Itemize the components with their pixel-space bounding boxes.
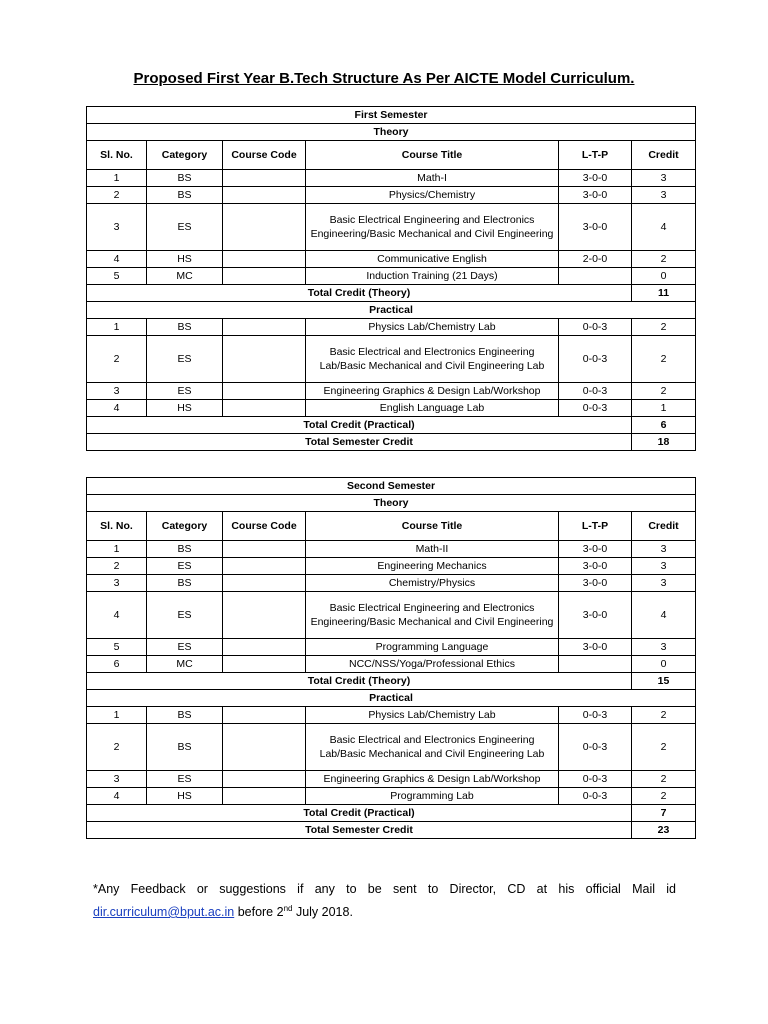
category-cell: BS [147, 187, 223, 204]
credit-cell: 4 [632, 204, 696, 251]
page-title: Proposed First Year B.Tech Structure As Per AICTE Model Curriculum. [133, 70, 635, 87]
serial-number-cell: 1 [87, 319, 147, 336]
credit-cell: 3 [632, 575, 696, 592]
category-cell: BS [147, 575, 223, 592]
category-cell: BS [147, 170, 223, 187]
course-title-cell: Physics Lab/Chemistry Lab [306, 319, 559, 336]
serial-number-cell: 3 [87, 771, 147, 788]
practical-course-row [87, 707, 696, 724]
category-cell: HS [147, 400, 223, 417]
course-code-cell [223, 575, 306, 592]
category-cell: ES [147, 383, 223, 400]
semester-total-label: Total Semester Credit [87, 822, 632, 839]
column-header: Category [147, 512, 223, 541]
serial-number-cell: 2 [87, 336, 147, 383]
semester-name: First Semester [87, 107, 696, 124]
theory-course-row [87, 541, 696, 558]
serial-number-cell: 4 [87, 251, 147, 268]
serial-number-cell: 4 [87, 788, 147, 805]
theory-total-label: Total Credit (Theory) [87, 285, 632, 302]
category-cell: ES [147, 639, 223, 656]
theory-course-row [87, 187, 696, 204]
serial-number-cell: 6 [87, 656, 147, 673]
semester-name: Second Semester [87, 478, 696, 495]
semester-total-value: 23 [632, 822, 696, 839]
column-header-row [87, 141, 696, 170]
ltp-cell: 3-0-0 [559, 558, 632, 575]
column-header: Category [147, 141, 223, 170]
credit-cell: 2 [632, 319, 696, 336]
course-code-cell [223, 204, 306, 251]
practical-total-value: 6 [632, 417, 696, 434]
theory-course-row [87, 268, 696, 285]
ltp-cell: 0-0-3 [559, 383, 632, 400]
theory-course-row [87, 639, 696, 656]
theory-total-value: 15 [632, 673, 696, 690]
ltp-cell: 3-0-0 [559, 187, 632, 204]
column-header: Course Title [306, 512, 559, 541]
column-header: Course Code [223, 512, 306, 541]
semester-total-row [87, 434, 696, 451]
course-code-cell [223, 268, 306, 285]
second-semester-table [86, 477, 696, 839]
serial-number-cell: 3 [87, 383, 147, 400]
category-cell: BS [147, 541, 223, 558]
practical-heading-row [87, 302, 696, 319]
practical-course-row [87, 724, 696, 771]
course-title-cell: Engineering Graphics & Design Lab/Workshop [306, 383, 559, 400]
course-title-cell: Basic Electrical and Electronics Engineering Lab/Basic Mechanical and Civil Engineering Lab [306, 336, 559, 383]
credit-cell: 3 [632, 187, 696, 204]
column-header-row [87, 512, 696, 541]
serial-number-cell: 4 [87, 400, 147, 417]
ltp-cell: 3-0-0 [559, 575, 632, 592]
ltp-cell: 0-0-3 [559, 400, 632, 417]
course-title-cell: Engineering Graphics & Design Lab/Workshop [306, 771, 559, 788]
serial-number-cell: 2 [87, 558, 147, 575]
serial-number-cell: 1 [87, 707, 147, 724]
category-cell: MC [147, 268, 223, 285]
theory-total-row [87, 285, 696, 302]
serial-number-cell: 1 [87, 170, 147, 187]
theory-course-row [87, 558, 696, 575]
category-cell: ES [147, 204, 223, 251]
practical-course-row [87, 336, 696, 383]
category-cell: BS [147, 319, 223, 336]
theory-heading-row [87, 124, 696, 141]
category-cell: ES [147, 558, 223, 575]
theory-course-row [87, 592, 696, 639]
practical-heading: Practical [87, 302, 696, 319]
serial-number-cell: 1 [87, 541, 147, 558]
practical-total-value: 7 [632, 805, 696, 822]
credit-cell: 0 [632, 268, 696, 285]
course-code-cell [223, 400, 306, 417]
course-title-cell: NCC/NSS/Yoga/Professional Ethics [306, 656, 559, 673]
semester-total-value: 18 [632, 434, 696, 451]
category-cell: HS [147, 251, 223, 268]
theory-course-row [87, 575, 696, 592]
semester-name-row [87, 107, 696, 124]
credit-cell: 2 [632, 336, 696, 383]
course-title-cell: Basic Electrical and Electronics Engineering Lab/Basic Mechanical and Civil Engineering Lab [306, 724, 559, 771]
course-code-cell [223, 771, 306, 788]
ltp-cell: 0-0-3 [559, 771, 632, 788]
credit-cell: 3 [632, 541, 696, 558]
ltp-cell [559, 268, 632, 285]
course-code-cell [223, 639, 306, 656]
serial-number-cell: 2 [87, 724, 147, 771]
serial-number-cell: 2 [87, 187, 147, 204]
ltp-cell: 3-0-0 [559, 592, 632, 639]
column-header: Credit [632, 512, 696, 541]
course-title-cell: Basic Electrical Engineering and Electronics Engineering/Basic Mechanical and Civil Engineering [306, 592, 559, 639]
category-cell: ES [147, 771, 223, 788]
course-title-cell: Physics Lab/Chemistry Lab [306, 707, 559, 724]
ltp-cell: 0-0-3 [559, 707, 632, 724]
theory-total-label: Total Credit (Theory) [87, 673, 632, 690]
course-code-cell [223, 383, 306, 400]
category-cell: BS [147, 724, 223, 771]
column-header: L-T-P [559, 141, 632, 170]
serial-number-cell: 3 [87, 575, 147, 592]
serial-number-cell: 4 [87, 592, 147, 639]
theory-course-row [87, 170, 696, 187]
practical-total-row [87, 805, 696, 822]
credit-cell: 2 [632, 251, 696, 268]
practical-heading: Practical [87, 690, 696, 707]
ltp-cell: 3-0-0 [559, 639, 632, 656]
course-code-cell [223, 724, 306, 771]
theory-course-row [87, 251, 696, 268]
column-header: Course Code [223, 141, 306, 170]
course-code-cell [223, 170, 306, 187]
credit-cell: 2 [632, 788, 696, 805]
serial-number-cell: 5 [87, 268, 147, 285]
category-cell: HS [147, 788, 223, 805]
course-title-cell: Induction Training (21 Days) [306, 268, 559, 285]
course-code-cell [223, 251, 306, 268]
course-title-cell: Basic Electrical Engineering and Electronics Engineering/Basic Mechanical and Civil Engineering [306, 204, 559, 251]
practical-total-label: Total Credit (Practical) [87, 805, 632, 822]
ltp-cell: 3-0-0 [559, 204, 632, 251]
theory-total-row [87, 673, 696, 690]
theory-heading-row [87, 495, 696, 512]
credit-cell: 2 [632, 771, 696, 788]
theory-heading: Theory [87, 124, 696, 141]
course-code-cell [223, 187, 306, 204]
practical-course-row [87, 788, 696, 805]
course-code-cell [223, 707, 306, 724]
course-title-cell: Math-I [306, 170, 559, 187]
course-title-cell: Programming Lab [306, 788, 559, 805]
category-cell: MC [147, 656, 223, 673]
ltp-cell [559, 656, 632, 673]
ltp-cell: 3-0-0 [559, 541, 632, 558]
theory-course-row [87, 204, 696, 251]
date-superscript: nd [283, 904, 293, 913]
column-header: Credit [632, 141, 696, 170]
practical-heading-row [87, 690, 696, 707]
theory-total-value: 11 [632, 285, 696, 302]
category-cell: ES [147, 592, 223, 639]
column-header: Course Title [306, 141, 559, 170]
course-title-cell: Chemistry/Physics [306, 575, 559, 592]
practical-course-row [87, 383, 696, 400]
theory-heading: Theory [87, 495, 696, 512]
ltp-cell: 2-0-0 [559, 251, 632, 268]
column-header: L-T-P [559, 512, 632, 541]
credit-cell: 4 [632, 592, 696, 639]
practical-total-row [87, 417, 696, 434]
course-code-cell [223, 788, 306, 805]
theory-course-row [87, 656, 696, 673]
category-cell: ES [147, 336, 223, 383]
credit-cell: 1 [632, 400, 696, 417]
ltp-cell: 3-0-0 [559, 170, 632, 187]
practical-course-row [87, 319, 696, 336]
semester-name-row [87, 478, 696, 495]
course-title-cell: Communicative English [306, 251, 559, 268]
course-title-cell: Programming Language [306, 639, 559, 656]
footnote-date-text: before 2 [234, 905, 284, 920]
course-code-cell [223, 541, 306, 558]
footnote-date-tail: July 2018. [292, 905, 353, 920]
footnote [93, 879, 676, 922]
credit-cell: 3 [632, 558, 696, 575]
ltp-cell: 0-0-3 [559, 319, 632, 336]
credit-cell: 3 [632, 639, 696, 656]
credit-cell: 3 [632, 170, 696, 187]
course-code-cell [223, 336, 306, 383]
course-title-cell: Engineering Mechanics [306, 558, 559, 575]
course-code-cell [223, 592, 306, 639]
category-cell: BS [147, 707, 223, 724]
ltp-cell: 0-0-3 [559, 724, 632, 771]
credit-cell: 2 [632, 383, 696, 400]
course-code-cell [223, 656, 306, 673]
column-header: Sl. No. [87, 141, 147, 170]
course-title-cell: Math-II [306, 541, 559, 558]
column-header: Sl. No. [87, 512, 147, 541]
semester-total-label: Total Semester Credit [87, 434, 632, 451]
ltp-cell: 0-0-3 [559, 788, 632, 805]
course-code-cell [223, 558, 306, 575]
practical-course-row [87, 400, 696, 417]
practical-course-row [87, 771, 696, 788]
first-semester-table [86, 106, 696, 451]
credit-cell: 2 [632, 724, 696, 771]
serial-number-cell: 5 [87, 639, 147, 656]
ltp-cell: 0-0-3 [559, 336, 632, 383]
email-link[interactable]: dir.curriculum@bput.ac.in [93, 905, 235, 920]
credit-cell: 0 [632, 656, 696, 673]
course-title-cell: Physics/Chemistry [306, 187, 559, 204]
credit-cell: 2 [632, 707, 696, 724]
serial-number-cell: 3 [87, 204, 147, 251]
practical-total-label: Total Credit (Practical) [87, 417, 632, 434]
semester-total-row [87, 822, 696, 839]
footnote-text: *Any Feedback or suggestions if any to be sent to Director, CD at his official Mail id [93, 882, 676, 896]
course-title-cell: English Language Lab [306, 400, 559, 417]
course-code-cell [223, 319, 306, 336]
